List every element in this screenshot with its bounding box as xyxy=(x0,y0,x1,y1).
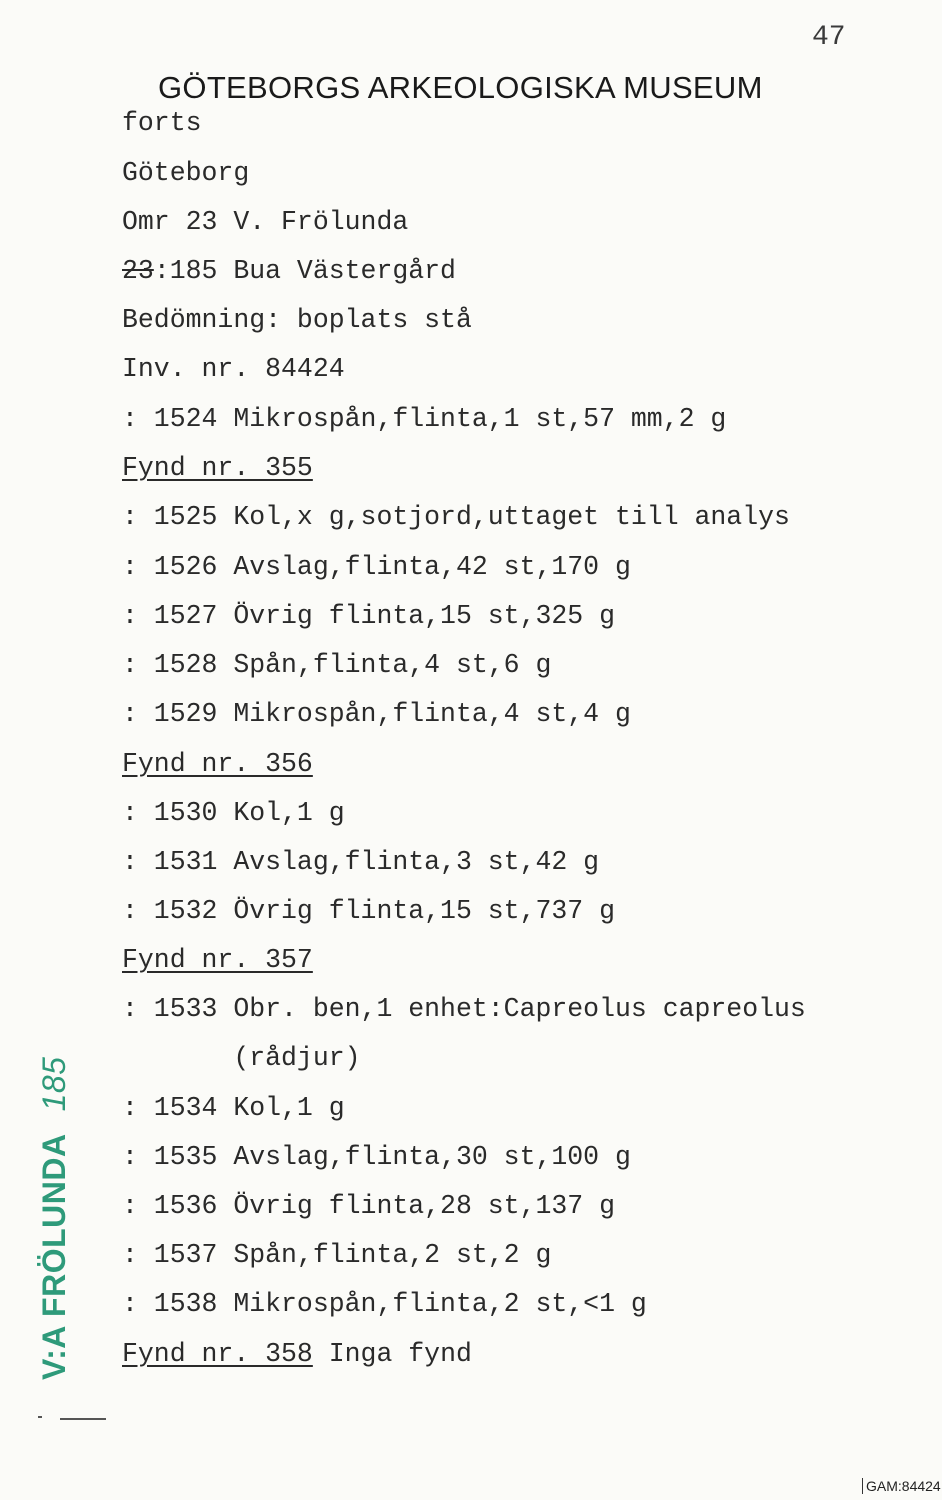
entry-1536: : 1536 Övrig flinta,28 st,137 g xyxy=(122,1191,615,1221)
entry-1531: : 1531 Avslag,flinta,3 st,42 g xyxy=(122,847,600,877)
entry-1535: : 1535 Avslag,flinta,30 st,100 g xyxy=(122,1142,631,1172)
line-inventory: Inv. nr. 84424 xyxy=(122,354,345,384)
entry-1533-cont: (rådjur) xyxy=(122,1043,361,1073)
handwritten-site-number: 185 xyxy=(36,1056,72,1112)
line-assessment: Bedömning: boplats stå xyxy=(122,305,472,335)
pencil-mark xyxy=(38,1416,42,1418)
line-area: Omr 23 V. Frölunda xyxy=(122,207,409,237)
line-forts: forts xyxy=(122,108,202,138)
entry-1526: : 1526 Avslag,flinta,42 st,170 g xyxy=(122,552,631,582)
fynd-355: Fynd nr. 355 xyxy=(122,453,313,483)
site-struck-number: 23 xyxy=(122,256,154,286)
entry-1532: : 1532 Övrig flinta,15 st,737 g xyxy=(122,896,615,926)
entry-1529: : 1529 Mikrospån,flinta,4 st,4 g xyxy=(122,699,631,729)
entry-1528: : 1528 Spån,flinta,4 st,6 g xyxy=(122,650,552,680)
entry-1534: : 1534 Kol,1 g xyxy=(122,1093,345,1123)
fynd-358-note: Inga fynd xyxy=(312,1339,472,1369)
entry-1525: : 1525 Kol,x g,sotjord,uttaget till analys xyxy=(122,502,790,532)
fynd-357: Fynd nr. 357 xyxy=(122,945,313,975)
page-number: 47 xyxy=(812,22,846,53)
entry-1538: : 1538 Mikrospån,flinta,2 st,<1 g xyxy=(122,1289,647,1319)
entry-1524: : 1524 Mikrospån,flinta,1 st,57 mm,2 g xyxy=(122,404,727,434)
site-text: :185 Bua Västergård xyxy=(153,256,456,286)
line-site xyxy=(122,256,456,286)
stamp-text: V:A FRÖLUNDA xyxy=(36,1133,72,1380)
fynd-358: Fynd nr. 358 xyxy=(122,1339,313,1369)
entry-1527: : 1527 Övrig flinta,15 st,325 g xyxy=(122,601,615,631)
pencil-line xyxy=(60,1418,106,1420)
entry-1533: : 1533 Obr. ben,1 enhet:Capreolus capreolus xyxy=(122,994,806,1024)
line-fynd-358 xyxy=(122,1339,472,1369)
entry-1530: : 1530 Kol,1 g xyxy=(122,798,345,828)
line-city: Göteborg xyxy=(122,158,250,188)
archive-code: GAM:84424 xyxy=(862,1478,941,1494)
fynd-356: Fynd nr. 356 xyxy=(122,749,313,779)
site-stamp xyxy=(36,1057,73,1380)
entry-1537: : 1537 Spån,flinta,2 st,2 g xyxy=(122,1240,552,1270)
museum-header: GÖTEBORGS ARKEOLOGISKA MUSEUM xyxy=(158,70,763,105)
